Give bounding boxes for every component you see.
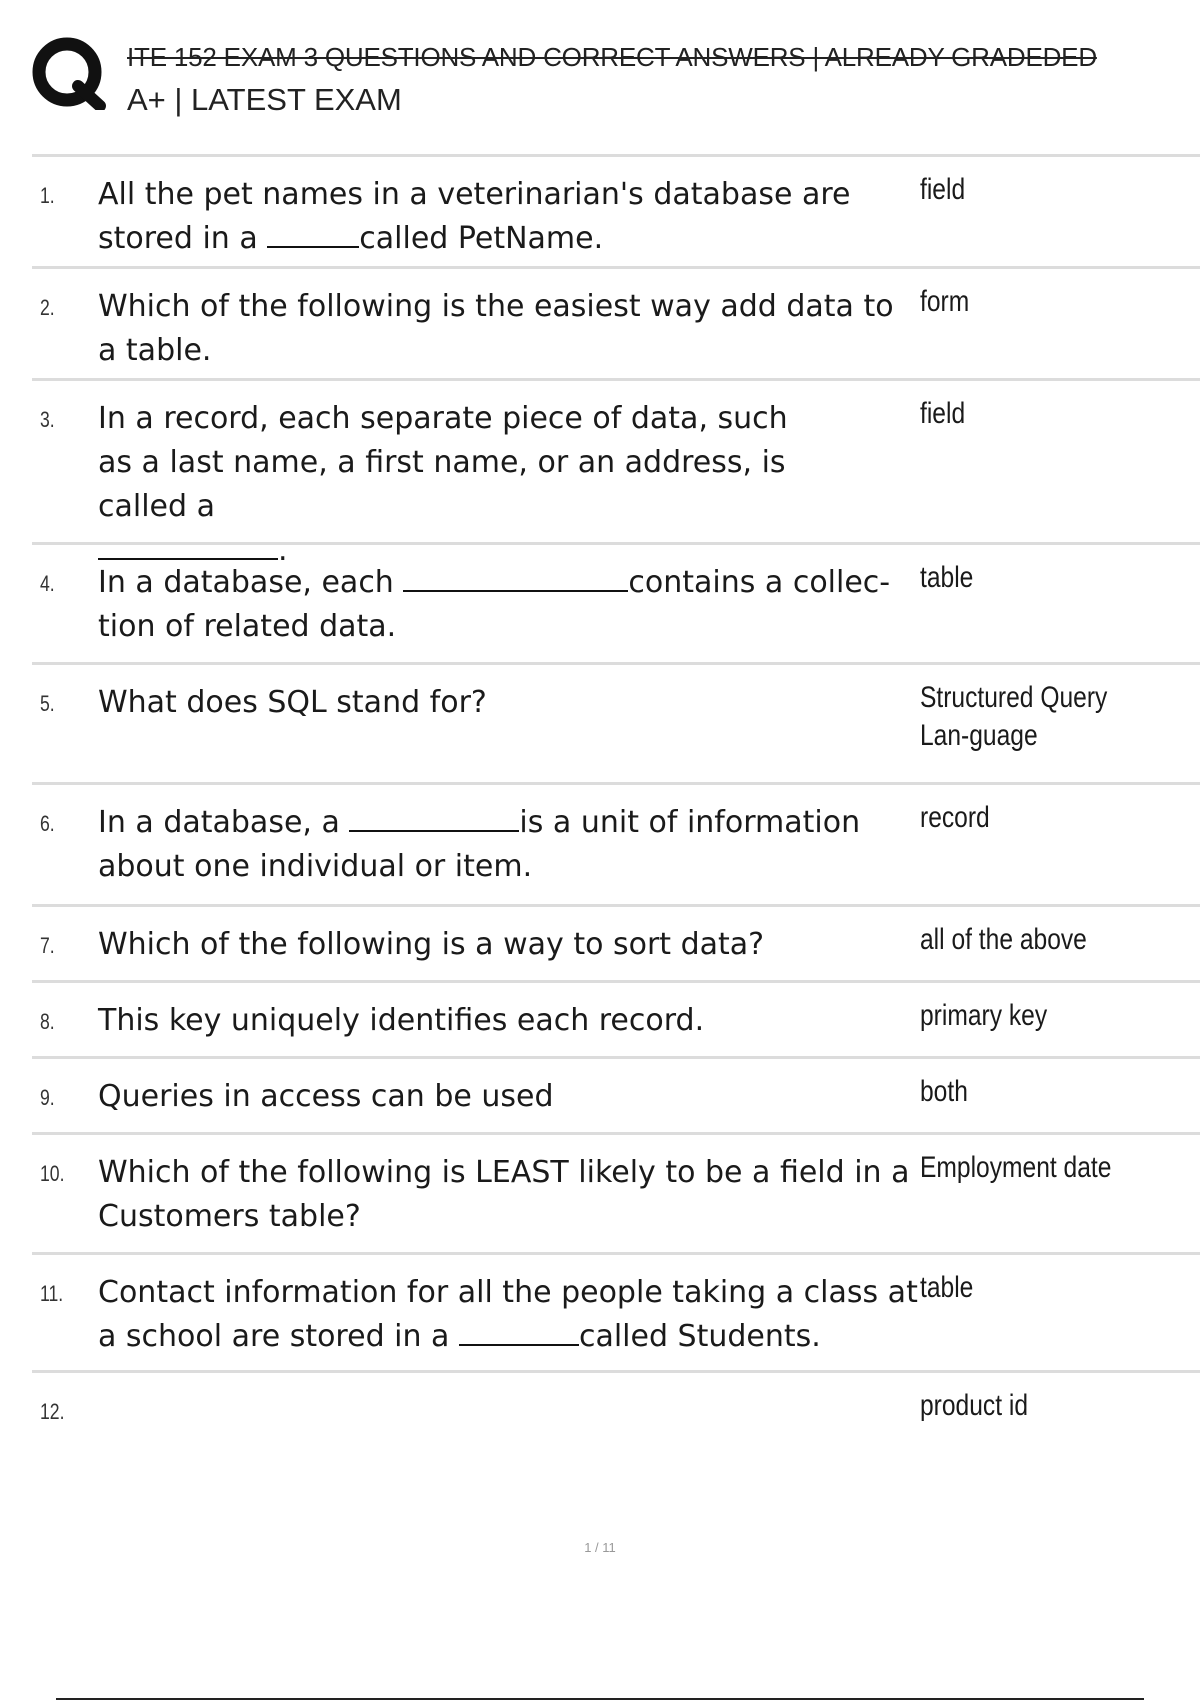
answer-text: field (920, 173, 966, 206)
answer-text: Employment date (920, 1151, 1112, 1184)
question-text: This key uniquely identifies each record. (98, 1003, 705, 1038)
question-number: 8. (40, 1009, 55, 1034)
question-number: 11. (40, 1281, 64, 1306)
question-text: What does SQL stand for? (98, 685, 487, 720)
answer-text: record (920, 801, 990, 834)
question-text: In a record, each separate piece of data, such as a last name, a first name, or an address, is called a . (98, 401, 788, 568)
question-number: 2. (40, 295, 55, 320)
answer-text: table (920, 561, 974, 594)
qa-row-8 (32, 980, 1200, 1056)
question-text: In a database, each contains a collec-tion of related data. (98, 565, 891, 644)
question-text: Queries in access can be used (98, 1079, 554, 1114)
question-text: In a database, a is a unit of information about one individual or item. (98, 805, 861, 884)
qa-row-6 (32, 782, 1200, 904)
page-indicator: 1 / 11 (584, 1540, 616, 1555)
question-text: Contact information for all the people taking a class at a school are stored in a called Students. (98, 1275, 918, 1354)
qa-row-10 (32, 1132, 1200, 1252)
qa-row-5 (32, 662, 1200, 782)
document-header (32, 30, 1192, 130)
answer-text: table (920, 1271, 974, 1304)
qa-row-2 (32, 266, 1200, 378)
qa-table (32, 154, 1200, 1470)
question-text: Which of the following is a way to sort data? (98, 927, 765, 962)
q-logo-icon (32, 36, 106, 110)
qa-row-4 (32, 542, 1200, 662)
question-number: 4. (40, 571, 55, 596)
document-title-line1: ITE 152 EXAM 3 QUESTIONS AND CORRECT ANSWERS | ALREADY GRADEDED (127, 42, 1097, 72)
answer-text: both (920, 1075, 968, 1108)
question-number: 5. (40, 691, 55, 716)
qa-row-7 (32, 904, 1200, 980)
question-text: Which of the following is LEAST likely to be a field in a Customers table? (98, 1155, 910, 1234)
question-number: 7. (40, 933, 55, 958)
answer-text: primary key (920, 999, 1048, 1032)
qa-row-9 (32, 1056, 1200, 1132)
document-title-line2: A+ | LATEST EXAM (127, 82, 402, 117)
question-number: 6. (40, 811, 55, 836)
question-number: 1. (40, 183, 55, 208)
qa-row-11 (32, 1252, 1200, 1370)
answer-text: form (920, 285, 970, 318)
question-number: 3. (40, 407, 55, 432)
answer-text: field (920, 397, 966, 430)
question-number: 9. (40, 1085, 55, 1110)
question-text: Which of the following is the easiest way add data to a table. (98, 289, 894, 368)
qa-row-3 (32, 378, 1200, 568)
answer-text: product id (920, 1389, 1029, 1422)
qa-row-12 (32, 1370, 1200, 1470)
answer-text: Structured Query Lan-guage (920, 681, 1108, 752)
question-number: 12. (40, 1399, 65, 1424)
question-text: All the pet names in a veterinarian's database are stored in a called PetName. (98, 177, 851, 256)
qa-row-1 (32, 154, 1200, 266)
answer-text: all of the above (920, 923, 1087, 956)
question-number: 10. (40, 1161, 65, 1186)
